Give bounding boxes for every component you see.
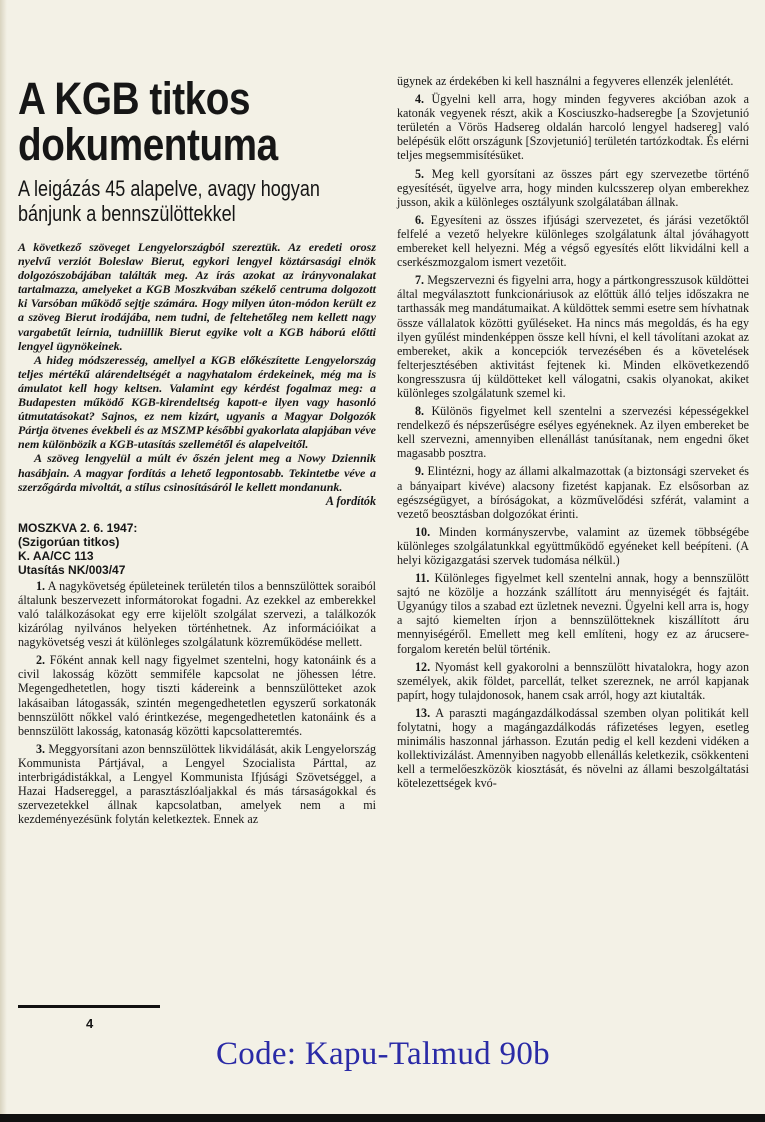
document-reference: K. AA/CC 113 <box>18 548 94 563</box>
intro-paragraph: A szöveg lengyelül a múlt év őszén jelent meg a Nowy Dziennik hasábjain. A magyar fordítás a lehető legpontosabb. Tekintetbe véve a szerzőgárda mivoltát, a stílus csinosításáról le kellett mondanunk. <box>18 451 376 494</box>
article-paragraph: 9. Elintézni, hogy az állami alkalmazottak (a biztonsági szerveket és a bányaipart kivéve) alacsony fizetést kapjanak. Ez elsősorban az egészségügyet, a bíróságokat, a közművelődési szférát, valamint a vezető beosztásban dolgozókat érinti. <box>397 464 749 521</box>
document-instruction-id: Utasítás NK/003/47 <box>18 562 126 577</box>
article-paragraph: 5. Meg kell gyorsítani az összes párt egy szervezetbe történő egyesítését, ügyelve arra, hogy minden kulcsszerep olyan emberekhez jusson, akik a különleges osztályunk szolgálatában állnak. <box>397 166 749 209</box>
article-paragraph: 12. Nyomást kell gyakorolni a bennszülött hivatalokra, hogy azon személyek, akik földet, parcellát, telket szereznek, ne arról kapjanak papírt, hogy tulajdonosok, hanem csak arról, hogy azt kiutalták. <box>397 659 749 702</box>
article-paragraph: 10. Minden kormányszervbe, valamint az üzemek többségébe különleges szolgálatunkkal együttműködő egyéneket kell beépíteni. (A helyi közigazgatási szervek tudomása nélkül.) <box>397 524 749 567</box>
left-column <box>18 72 376 826</box>
article-subtitle: A leigázás 45 alapelve, avagy hogyan bánjunk a bennszülöttekkel <box>18 176 320 226</box>
article-paragraph: 3. Meggyorsítani azon bennszülöttek likvidálását, akik Lengyelország Kommunista Pártjával, a Lengyel Szocialista Párttal, az interbrigádistákkal, a Lengyel Kommunista Ifjúsági Szövetséggel, a Hazai Hadsereggel, a parasztászlóaljakkal és más társaságokkal és szervezetekkel állnak kapcsolatban, amelyek nem a mi kezdeményezésünk folytán keletkeztek. Ennek az <box>18 741 376 827</box>
translator-credit: A fordítók <box>325 493 376 508</box>
article-paragraph: 6. Egyesíteni az összes ifjúsági szervezetet, és járási vezetőktől felfelé a vezető helyekre különleges szolgálatunk által jóváhagyott embereket kell helyezni. Még a végső egyesítés előtt likvidálni kell a cserkészmozgalom ismert vezetőit. <box>397 212 749 270</box>
article-paragraph: 13. A paraszti magángazdálkodással szemben olyan politikát kell folytatni, hogy a magángazdálkodás ráfizetéses legyen, esetleg minimális haszonnal járhasson. Ezután pedig el kell kezdeni vidéken a kollektivizálást. Amennyiben nagyobb ellenállás keletkezik, csökkenteni kell a termelőeszközök kiosztását, és növelni az állami beszolgáltatási kötelezettségek kvó- <box>397 705 749 791</box>
article-paragraph: 1. A nagykövetség épületeinek területén tilos a bennszülöttek soraiból általunk beszervezett informátorokat fogadni. Az ezekkel az emberekkel való találkozásokat egy erre kijelölt szolgálat szervezi, a találkozók kizárólag nyilvános helyeken történhetnek. Az információikat a nagykövetség veszi át különleges szolgálatunk közreműködése mellett. <box>18 578 377 650</box>
article-paragraph: 11. Különleges figyelmet kell szentelni annak, hogy a bennszülött sajtó ne közölje a hozzánk szállított áru mennyiségét és fajtáit. Ugyanúgy tilos a szabad ezt üzletnek nevezni. Ügyelni kell arra is, hogy a sajtó kiemelten írjon a bennszülötteknek kiszállított áru mennyiségéről. Emellett meg kell említeni, hogy ez az árucsere-forgalom keretén belül történik. <box>397 571 750 656</box>
document-classification: (Szigorúan titkos) <box>18 534 120 549</box>
footer-rule <box>18 1005 160 1008</box>
intro-paragraph: A hideg módszeresség, amellyel a KGB előkészítette Lengyelország teljes mértékű alárendeltségét a nagyhatalom érdekeinek, még ma is ámulatot kell hogy keltsen. Valamint egy kérdést fogalmaz meg: a Budapesten működő KGB-kirendeltség kapott-e ilyen vagy hasonló útmutatásokat? Sajnos, ez nem kizárt, ugyanis a Magyar Dolgozók Pártja ötvenes évekbeli és az MSZMP későbbi gyakorlata alapjában véve nem különbözik a KGB-utasítás szellemétől és alapelveitől. <box>18 352 376 452</box>
page-edge <box>0 0 7 1122</box>
intro-paragraph: A következő szöveget Lengyelországból szereztük. Az eredeti orosz nyelvű verziót Boleslaw Bierut, egykori lengyel köztársasági elnök dolgozószobájában találták meg. Az írás azokat az irányvonalakat tartalmazza, amelyeket a KGB Moszkvában székelő centruma dolgozott ki Varsóban működő sejtje számára. Hogy milyen úton-módon került ez a szöveg Bierut irodájába, nem tudni, de feltehetőleg nem kellett nagy vargabetűt leírnia, tudniillik Bierut egyike volt a KGB háború előtti lengyel ügynökeinek. <box>18 240 376 353</box>
intro-section <box>18 240 376 508</box>
bottom-bar <box>0 1114 765 1122</box>
document-header <box>18 521 376 577</box>
article-paragraph: ügynek az érdekében ki kell használni a fegyveres ellenzék jelenlétét. <box>397 74 734 88</box>
article-paragraph: 8. Különös figyelmet kell szentelni a szervezési képességekkel rendelkező és népszerűségre esélyes egyéneknek. Az ilyen embereket be kell szervezni, amennyiben ellenállást tanúsítanak, nem engedni őket magasabb posztra. <box>397 404 749 461</box>
document-date: MOSZKVA 2. 6. 1947: <box>18 520 138 535</box>
code-label: Code: Kapu-Talmud 90b <box>216 1036 550 1072</box>
article-paragraph: 7. Megszervezni és figyelni arra, hogy a pártkongresszusok küldöttei által megválasztott funkcionáriusok az előttük álló teljes időszakra ne tarthassák meg mandátumaikat. A küldöttek semmi esetre sem hívhatnak össze vállalatok közötti gyűléseket. Ha nincs más megoldás, és ha egy ilyen gyűlést mindenképpen össze kell hívni, el kell távolítani azokat az embereket, akik a koncepciók tervezésében és a követelések felterjesztésében aktivitást fejtenek ki. Minden elkövetkezendő kongresszusra új küldötteket kell válogatni, csakis olyanokat, akiket különleges szolgálatunk szemel ki. <box>397 273 750 400</box>
right-column <box>397 74 749 791</box>
article-paragraph: 4. Ügyelni kell arra, hogy minden fegyveres akcióban azok a katonák vegyenek részt, akik a Kosciuszko-hadseregbe [a Szovjetunió területén a Vörös Hadsereg oldalán harcoló lengyel hadsereg] való belépésük előtt országunk [Szovjetunió] területén tartózkodtak. És elérni teljes megsemmisítésüket. <box>397 92 749 163</box>
article-paragraph: 2. Főként annak kell nagy figyelmet szentelni, hogy katonáink és a civil lakosság között semmiféle kapcsolat ne jöhessen létre. Megengedhetetlen, hogy tiszti kádereink a bennszülötteket azok lakásaiban látogassák, szintén megengedhetetlen egyszerű sorkatonák bennszülött nőkkel való érintkezése, megengedhetetlen katonáink és a bennszülött lakosság, katonaság közötti kapcsolatteremtés. <box>18 653 376 738</box>
article-title: A KGB titkos dokumentuma <box>18 73 278 170</box>
page-number: 4 <box>86 1016 94 1031</box>
